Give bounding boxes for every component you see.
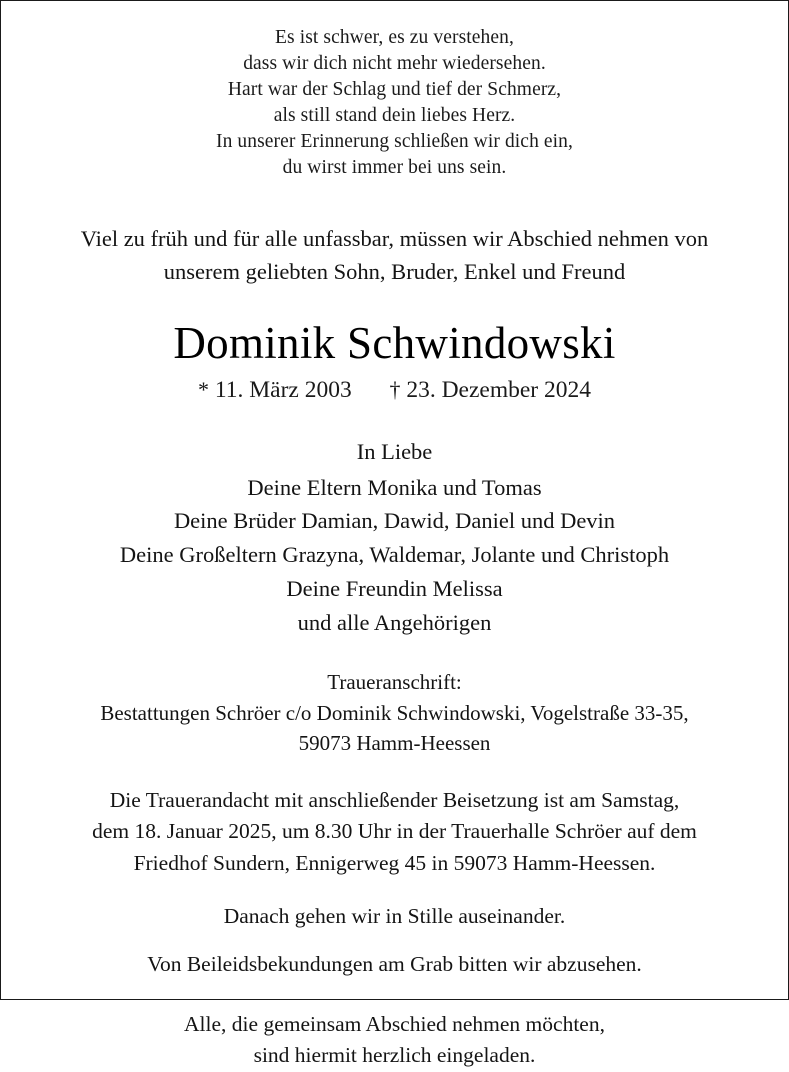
ceremony-details — [25, 785, 765, 879]
intro-line: Viel zu früh und für alle unfassbar, müssen wir Abschied nehmen von — [80, 226, 709, 252]
invitation-line: sind hiermit herzlich eingeladen. — [253, 1043, 536, 1068]
mourners-salutation: In Liebe — [356, 438, 433, 464]
verse-line: dass wir dich nicht mehr wiedersehen. — [243, 53, 546, 75]
mourner-line: Deine Großeltern Grazyna, Waldemar, Jolante und Christoph — [119, 542, 670, 568]
life-dates — [25, 376, 765, 404]
mourner-line: Deine Brüder Damian, Dawid, Daniel und Devin — [173, 508, 616, 534]
ceremony-line: Die Trauerandacht mit anschließender Beisetzung ist am Samstag, — [109, 787, 680, 812]
mourners-block — [25, 435, 765, 640]
verse-line: als still stand dein liebes Herz. — [273, 105, 516, 127]
mourner-line: und alle Angehörigen — [297, 609, 492, 635]
mourner-line: Deine Freundin Melissa — [286, 575, 503, 601]
intro-line: unserem geliebten Sohn, Bruder, Enkel und Freund — [163, 258, 626, 284]
after-ceremony-note: Danach gehen wir in Stille auseinander. — [223, 903, 566, 928]
announcement-intro — [25, 223, 765, 288]
ceremony-line: dem 18. Januar 2025, um 8.30 Uhr in der Trauerhalle Schröer auf dem — [92, 819, 697, 844]
memorial-verse — [25, 25, 765, 181]
birth-symbol: * — [197, 376, 209, 402]
verse-line: du wirst immer bei uns sein. — [282, 157, 507, 179]
death-date: 23. Dezember 2024 — [406, 376, 592, 403]
verse-line: Es ist schwer, es zu verstehen, — [275, 27, 514, 48]
ceremony-line: Friedhof Sundern, Ennigerweg 45 in 59073 Hamm-Heessen. — [133, 850, 656, 875]
death-symbol: † — [389, 376, 401, 402]
invitation-line: Alle, die gemeinsam Abschied nehmen möchten, — [184, 1012, 605, 1037]
deceased-name: Dominik Schwindowski — [173, 317, 616, 368]
mourner-line: Deine Eltern Monika und Tomas — [247, 474, 542, 500]
birth-date: 11. März 2003 — [214, 376, 352, 403]
notice-content — [25, 1, 765, 1072]
mourning-address-label: Traueranschrift: — [327, 670, 462, 695]
invitation-block — [25, 1009, 765, 1071]
verse-line: Hart war der Schlag und tief der Schmerz, — [227, 79, 562, 101]
mourning-address-block — [25, 667, 765, 758]
condolence-request-note: Von Beileidsbekundungen am Grab bitten wir abzusehen. — [147, 952, 642, 977]
mourning-address-line: Bestattungen Schröer c/o Dominik Schwindowski, Vogelstraße 33-35, — [100, 700, 689, 725]
mourning-address-line: 59073 Hamm-Heessen — [298, 731, 491, 756]
verse-line: In unserer Erinnerung schließen wir dich ein, — [215, 131, 573, 153]
